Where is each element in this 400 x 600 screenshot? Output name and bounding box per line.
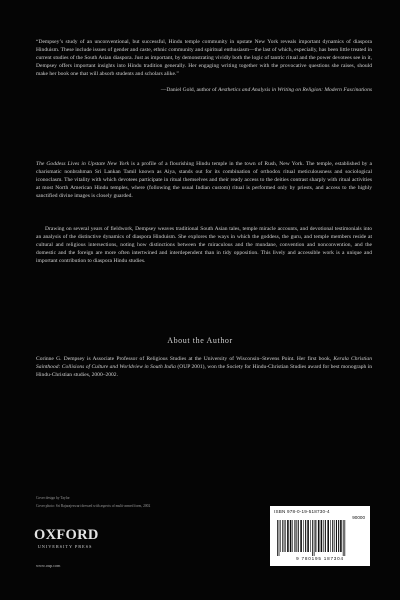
isbn-barcode-panel [270,506,370,566]
logo-wordmark: OXFORD [34,527,99,543]
about-author-heading: About the Author [167,336,233,345]
barcode-graphic [273,520,367,556]
author-bio [36,355,372,379]
description-paragraph-2 [36,225,372,265]
price-code: 90000 [352,515,365,520]
book-title-italic: The Goddess Lives in Upstate New York [36,161,130,167]
bio-book-title: Kerala Christian Sainthood: Collisions of Culture and Worldview in South India [36,356,372,370]
oxford-logo [34,527,99,561]
isbn-label: ISBN 978-0-19-518730-4 [274,509,330,514]
barcode-number: 9 780195 187304 [296,556,344,561]
description-paragraph-1 [36,160,372,200]
bio-text-2: (OUP 2001), won the Society for Hindu-Christian Studies award for best monograph in Hindu-Christian studies, 2000–2002. [36,364,373,378]
description-text-1: is a profile of a flourishing Hindu temple in the town of Rush, New York. The temple, established by a charismatic nonbrahman Sri Lankan Tamil known as Aiya, stands out for its combination of orthodox ritual meticulousness and sociological iconoclasm. The vitality with which devotees participate in ritual themselves and their ready access to the deities contrast sharply with ritual activities at most North American Hindu temples, where (following the usual Indian custom) ritual is performed only by priests, and access to the highly sanctified divine images is closely guarded. [36,161,373,199]
bio-text-1: is Associate Professor of Religious Studies at the University of Wisconsin–Stevens Point. Her first book, [84,356,334,362]
logo-subtitle: UNIVERSITY PRESS [37,544,93,549]
author-name: Corinne G. Dempsey [36,356,85,362]
praise-quote [36,38,372,78]
praise-text: “Dempsey’s study of an unconventional, but successful, Hindu temple community in upstate New York reveals important dynamics of diaspora Hinduism. These include issues of gender and caste, ethnic community and spiritual enthusiasm—the last of which, especially, has been little treated in current studies of the South Asian diaspora. Just as important, by demonstrating vividly both the logic of tantric ritual and the power devotees see in it, Dempsey offers important insights into Hindu tradition generally. Her engaging writing together with the provocative questions she raises, should make her book one that will absorb students and scholars alike.” [36,39,372,77]
publisher-url: www.oup.com [36,563,61,568]
cover-credits [36,496,176,512]
cover-photo-credit: Cover photo: Sri Rajarajeswari dressed with aspects of multi-armed form, 2002 [36,504,151,509]
attribution-book-title: Aesthetics and Analysis in Writing on Religion: Modern Fascinations [218,87,372,93]
description-text-2: Drawing on several years of fieldwork, Dempsey weaves traditional South Asian tales, temple miracle accounts, and devotional testimonials into an analysis of the distinctive dynamics of diaspora Hinduism. She explores the ways in which the goddess, the guru, and temple members reside at cultural and religious intersections, noting how distinctions between the miraculous and the mundane, convention and nonconvention, and the domestic and the foreign are more often intertwined and interdependent than in tidy opposition. This lively and accessible work is a unique and important contribution to diaspora Hindu studies. [36,226,372,264]
cover-design-credit: Cover design by Taylor [36,496,70,500]
praise-attribution [120,86,372,94]
attribution-prefix: —Daniel Gold, author of [160,87,219,93]
